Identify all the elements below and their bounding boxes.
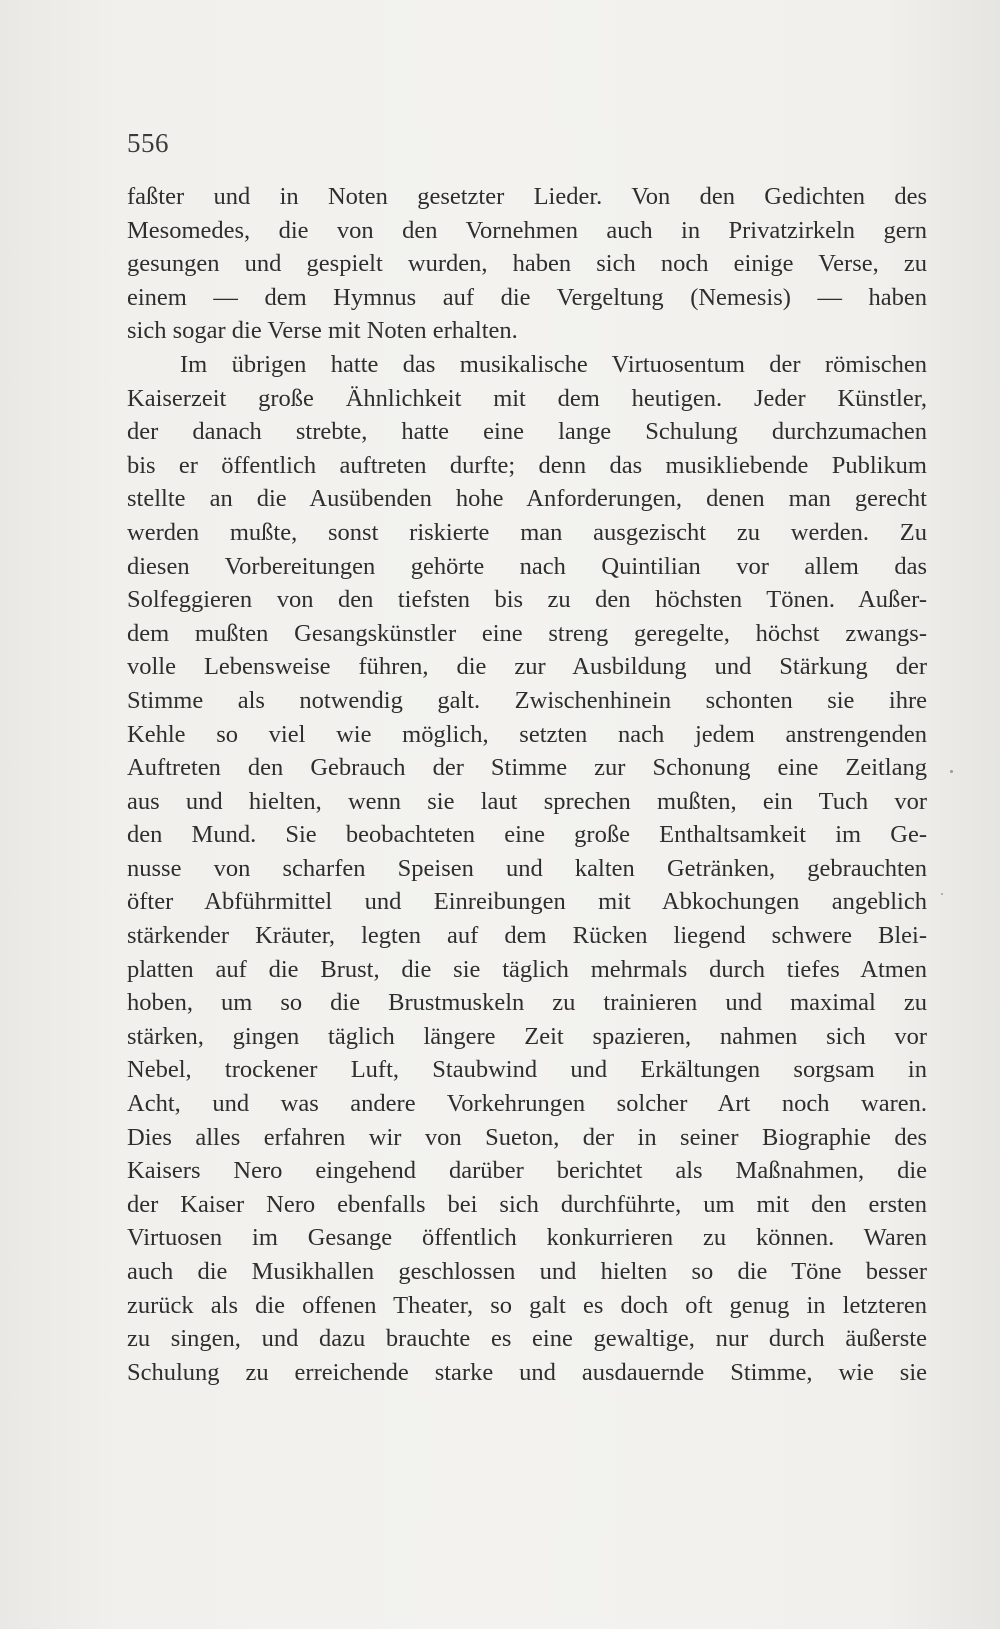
text-line: Mesomedes, die von den Vornehmen auch in Privatzirkeln gern [127,216,927,244]
text-line: einem — dem Hymnus auf die Vergeltung (Nemesis) — haben [127,283,927,311]
text-line: Dies alles erfahren wir von Sueton, der in seiner Biographie des [127,1123,927,1151]
text-line: Auftreten den Gebrauch der Stimme zur Schonung eine Zeitlang [127,754,927,782]
text-line: dem mußten Gesangskünstler eine streng geregelte, höchst zwangs- [127,619,927,647]
paragraph-start-line: Im übrigen hatte das musikalische Virtuosentum der römischen [180,350,927,378]
text-line: den Mund. Sie beobachteten eine große Enthaltsamkeit im Ge- [127,821,927,849]
text-line: stärkender Kräuter, legten auf dem Rücken liegend schwere Blei- [127,922,927,950]
text-line: faßter und in Noten gesetzter Lieder. Von den Gedichten des [127,183,927,210]
text-line: zu singen, und dazu brauchte es eine gewaltige, nur durch äußerste [127,1325,927,1353]
text-line: werden mußte, sonst riskierte man ausgezischt zu werden. Zu [127,518,927,546]
text-line: diesen Vorbereitungen gehörte nach Quintilian vor allem das [127,552,927,580]
text-line: gesungen und gespielt wurden, haben sich noch einige Verse, zu [127,250,927,278]
page-number: 556 [127,128,169,158]
text-line: stellte an die Ausübenden hohe Anforderungen, denen man gerecht [127,485,927,513]
text-line: bis er öffentlich auftreten durfte; denn das musikliebende Publikum [127,451,927,479]
text-line: Nebel, trockener Luft, Staubwind und Erkältungen sorgsam in [127,1056,927,1084]
text-line: Kaisers Nero eingehend darüber berichtet als Maßnahmen, die [127,1157,927,1185]
text-line: nusse von scharfen Speisen und kalten Getränken, gebrauchten [127,854,927,882]
text-line: stärken, gingen täglich längere Zeit spazieren, nahmen sich vor [127,1022,927,1050]
text-line: der danach strebte, hatte eine lange Schulung durchzumachen [127,418,927,446]
body-text [127,180,927,1389]
text-line: aus und hielten, wenn sie laut sprechen mußten, ein Tuch vor [127,787,927,815]
text-line: platten auf die Brust, die sie täglich mehrmals durch tiefes Atmen [127,955,927,983]
text-line: zurück als die offenen Theater, so galt es doch oft genug in letzteren [127,1291,927,1319]
text-line: volle Lebensweise führen, die zur Ausbildung und Stärkung der [127,653,927,681]
text-line: sich sogar die Verse mit Noten erhalten. [127,317,518,345]
text-line: Kehle so viel wie möglich, setzten nach jedem anstrengenden [127,720,927,748]
paper-speck [950,770,953,773]
paper-speck [941,893,943,895]
text-line: auch die Musikhallen geschlossen und hielten so die Töne besser [127,1258,927,1285]
text-line: öfter Abführmittel und Einreibungen mit Abkochungen angeblich [127,888,927,916]
text-line: Virtuosen im Gesange öffentlich konkurrieren zu können. Waren [127,1224,927,1252]
text-line: Solfeggieren von den tiefsten bis zu den höchsten Tönen. Außer- [127,586,927,614]
text-line: Kaiserzeit große Ähnlichkeit mit dem heutigen. Jeder Künstler, [127,384,927,412]
text-line: Schulung zu erreichende starke und ausdauernde Stimme, wie sie [127,1358,927,1386]
text-line: Acht, und was andere Vorkehrungen solcher Art noch waren. [127,1090,927,1118]
text-line: Stimme als notwendig galt. Zwischenhinein schonten sie ihre [127,686,927,714]
text-line: der Kaiser Nero ebenfalls bei sich durchführte, um mit den ersten [127,1190,927,1218]
text-line: hoben, um so die Brustmuskeln zu trainieren und maximal zu [127,989,927,1017]
